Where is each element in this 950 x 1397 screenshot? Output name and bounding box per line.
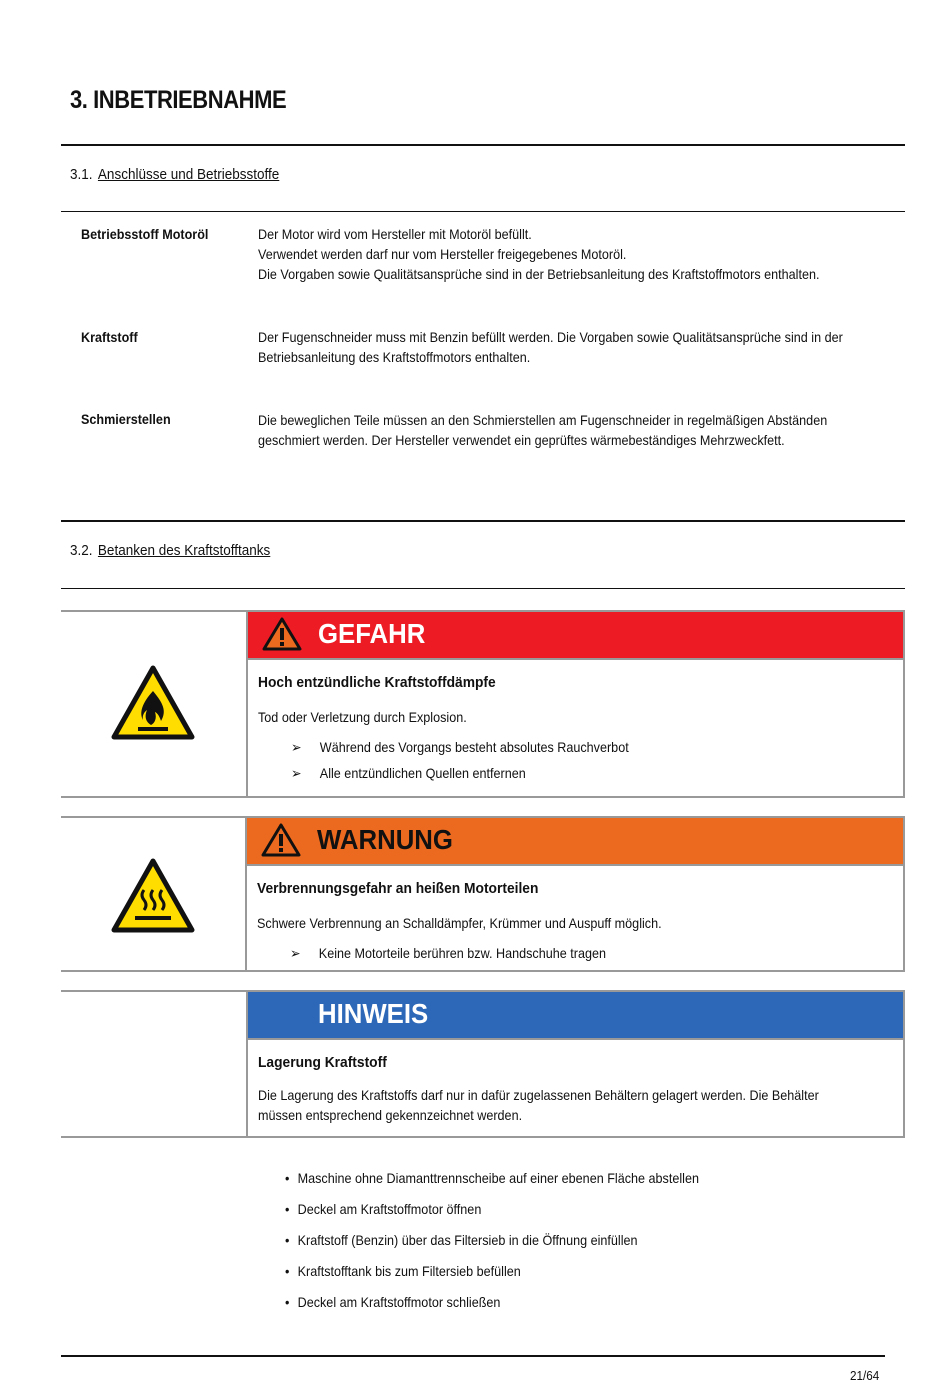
divider [61,588,905,589]
danger-heading: Hoch entzündliche Kraftstoffdämpfe [258,674,496,691]
bullet-icon: • [285,1201,290,1217]
row-label-motoroel: Betriebsstoff Motoröl [81,226,209,242]
page-number: 21/64 [850,1368,880,1383]
list-item [291,739,629,756]
text-line: Der Fugenschneider muss mit Benzin befüllt werden. Die Vorgaben sowie Qualitätsansprüche sind in der [258,329,843,345]
page-title: 3. INBETRIEBNAHME [70,86,287,114]
signal-word: WARNUNG [317,824,453,855]
bullet-icon: • [285,1294,290,1310]
notice-box [61,990,905,1138]
text-line: geschmiert werden. Der Hersteller verwendet ein geprüftes wärmebeständiges Mehrzweckfett. [258,432,785,448]
divider [61,211,905,212]
notice-text [258,1085,819,1125]
warning-box [61,816,905,972]
section-number: 3.1. [70,166,93,183]
text-line: Die beweglichen Teile müssen an den Schmierstellen am Fugenschneider in regelmäßigen Abständen [258,412,828,428]
warning-text [257,913,662,933]
text-line: Der Motor wird vom Hersteller mit Motoröl befüllt. [258,226,532,242]
section-number: 3.2. [70,542,93,559]
text-line: Die Lagerung des Kraftstoffs darf nur in dafür zugelassenen Behältern gelagert werden. Die Behälter [258,1087,819,1103]
list-item [285,1170,699,1186]
text-line: Verwendet werden darf nur vom Hersteller freigegebenes Motoröl. [258,246,627,262]
text-line: Betriebsanleitung des Kraftstoffmotors enthalten. [258,349,531,365]
flammable-sign-icon [111,665,195,741]
list-item-text: Deckel am Kraftstoffmotor schließen [297,1294,501,1310]
warning-heading: Verbrennungsgefahr an heißen Motorteilen [257,880,539,897]
text-line: Schwere Verbrennung an Schalldämpfer, Krümmer und Auspuff möglich. [257,915,662,931]
list-item-text: Alle entzündlichen Quellen entfernen [319,765,526,781]
row-text-motoroel [258,224,820,284]
warning-triangle-icon [262,617,302,651]
section-title-3-1 [70,166,279,183]
text-line: Tod oder Verletzung durch Explosion. [258,709,467,725]
row-text-schmierstellen [258,410,827,450]
warning-band [247,818,903,866]
signal-word: HINWEIS [318,998,429,1029]
text-line: müssen entsprechend gekennzeichnet werden. [258,1107,523,1123]
section-title-text: Anschlüsse und Betriebsstoffe [97,166,280,183]
list-item [290,945,606,962]
warning-content [245,818,905,970]
section-title-text: Betanken des Kraftstofftanks [97,542,271,559]
list-item-text: Kraftstoff (Benzin) über das Filtersieb in die Öffnung einfüllen [297,1232,638,1248]
text-line: Die Vorgaben sowie Qualitätsansprüche sind in der Betriebsanleitung des Kraftstoffmotors enthalten. [258,266,820,282]
row-label-schmierstellen: Schmierstellen [81,411,171,427]
list-item [285,1201,481,1217]
bullet-icon: • [285,1263,290,1279]
warning-triangle-icon [261,823,301,857]
list-item-text: Deckel am Kraftstoffmotor öffnen [297,1201,482,1217]
bullet-icon: • [285,1170,290,1186]
divider [61,144,905,146]
divider [61,520,905,522]
list-item [291,765,526,782]
list-item [285,1232,638,1248]
hot-surface-sign-icon [111,858,195,934]
notice-heading: Lagerung Kraftstoff [258,1054,387,1071]
row-label-kraftstoff: Kraftstoff [81,329,138,345]
danger-band [248,612,903,660]
danger-content [246,612,905,796]
notice-content [246,992,905,1136]
list-item-text: Kraftstofftank bis zum Filtersieb befüllen [297,1263,521,1279]
list-item-text: Während des Vorgangs besteht absolutes Rauchverbot [319,739,629,755]
list-item-text: Keine Motorteile berühren bzw. Handschuhe tragen [318,945,606,961]
row-text-kraftstoff [258,327,843,367]
bullet-icon: • [285,1232,290,1248]
list-item-text: Maschine ohne Diamanttrennscheibe auf einer ebenen Fläche abstellen [297,1170,699,1186]
arrow-bullet-icon: ➢ [290,945,301,961]
arrow-bullet-icon: ➢ [291,765,302,781]
list-item [285,1263,521,1279]
footer-divider [61,1355,885,1357]
list-item [285,1294,500,1310]
arrow-bullet-icon: ➢ [291,739,302,755]
section-title-3-2 [70,542,270,559]
danger-box [61,610,905,798]
notice-band [248,992,903,1040]
danger-text [258,707,467,727]
signal-word: GEFAHR [318,618,426,649]
